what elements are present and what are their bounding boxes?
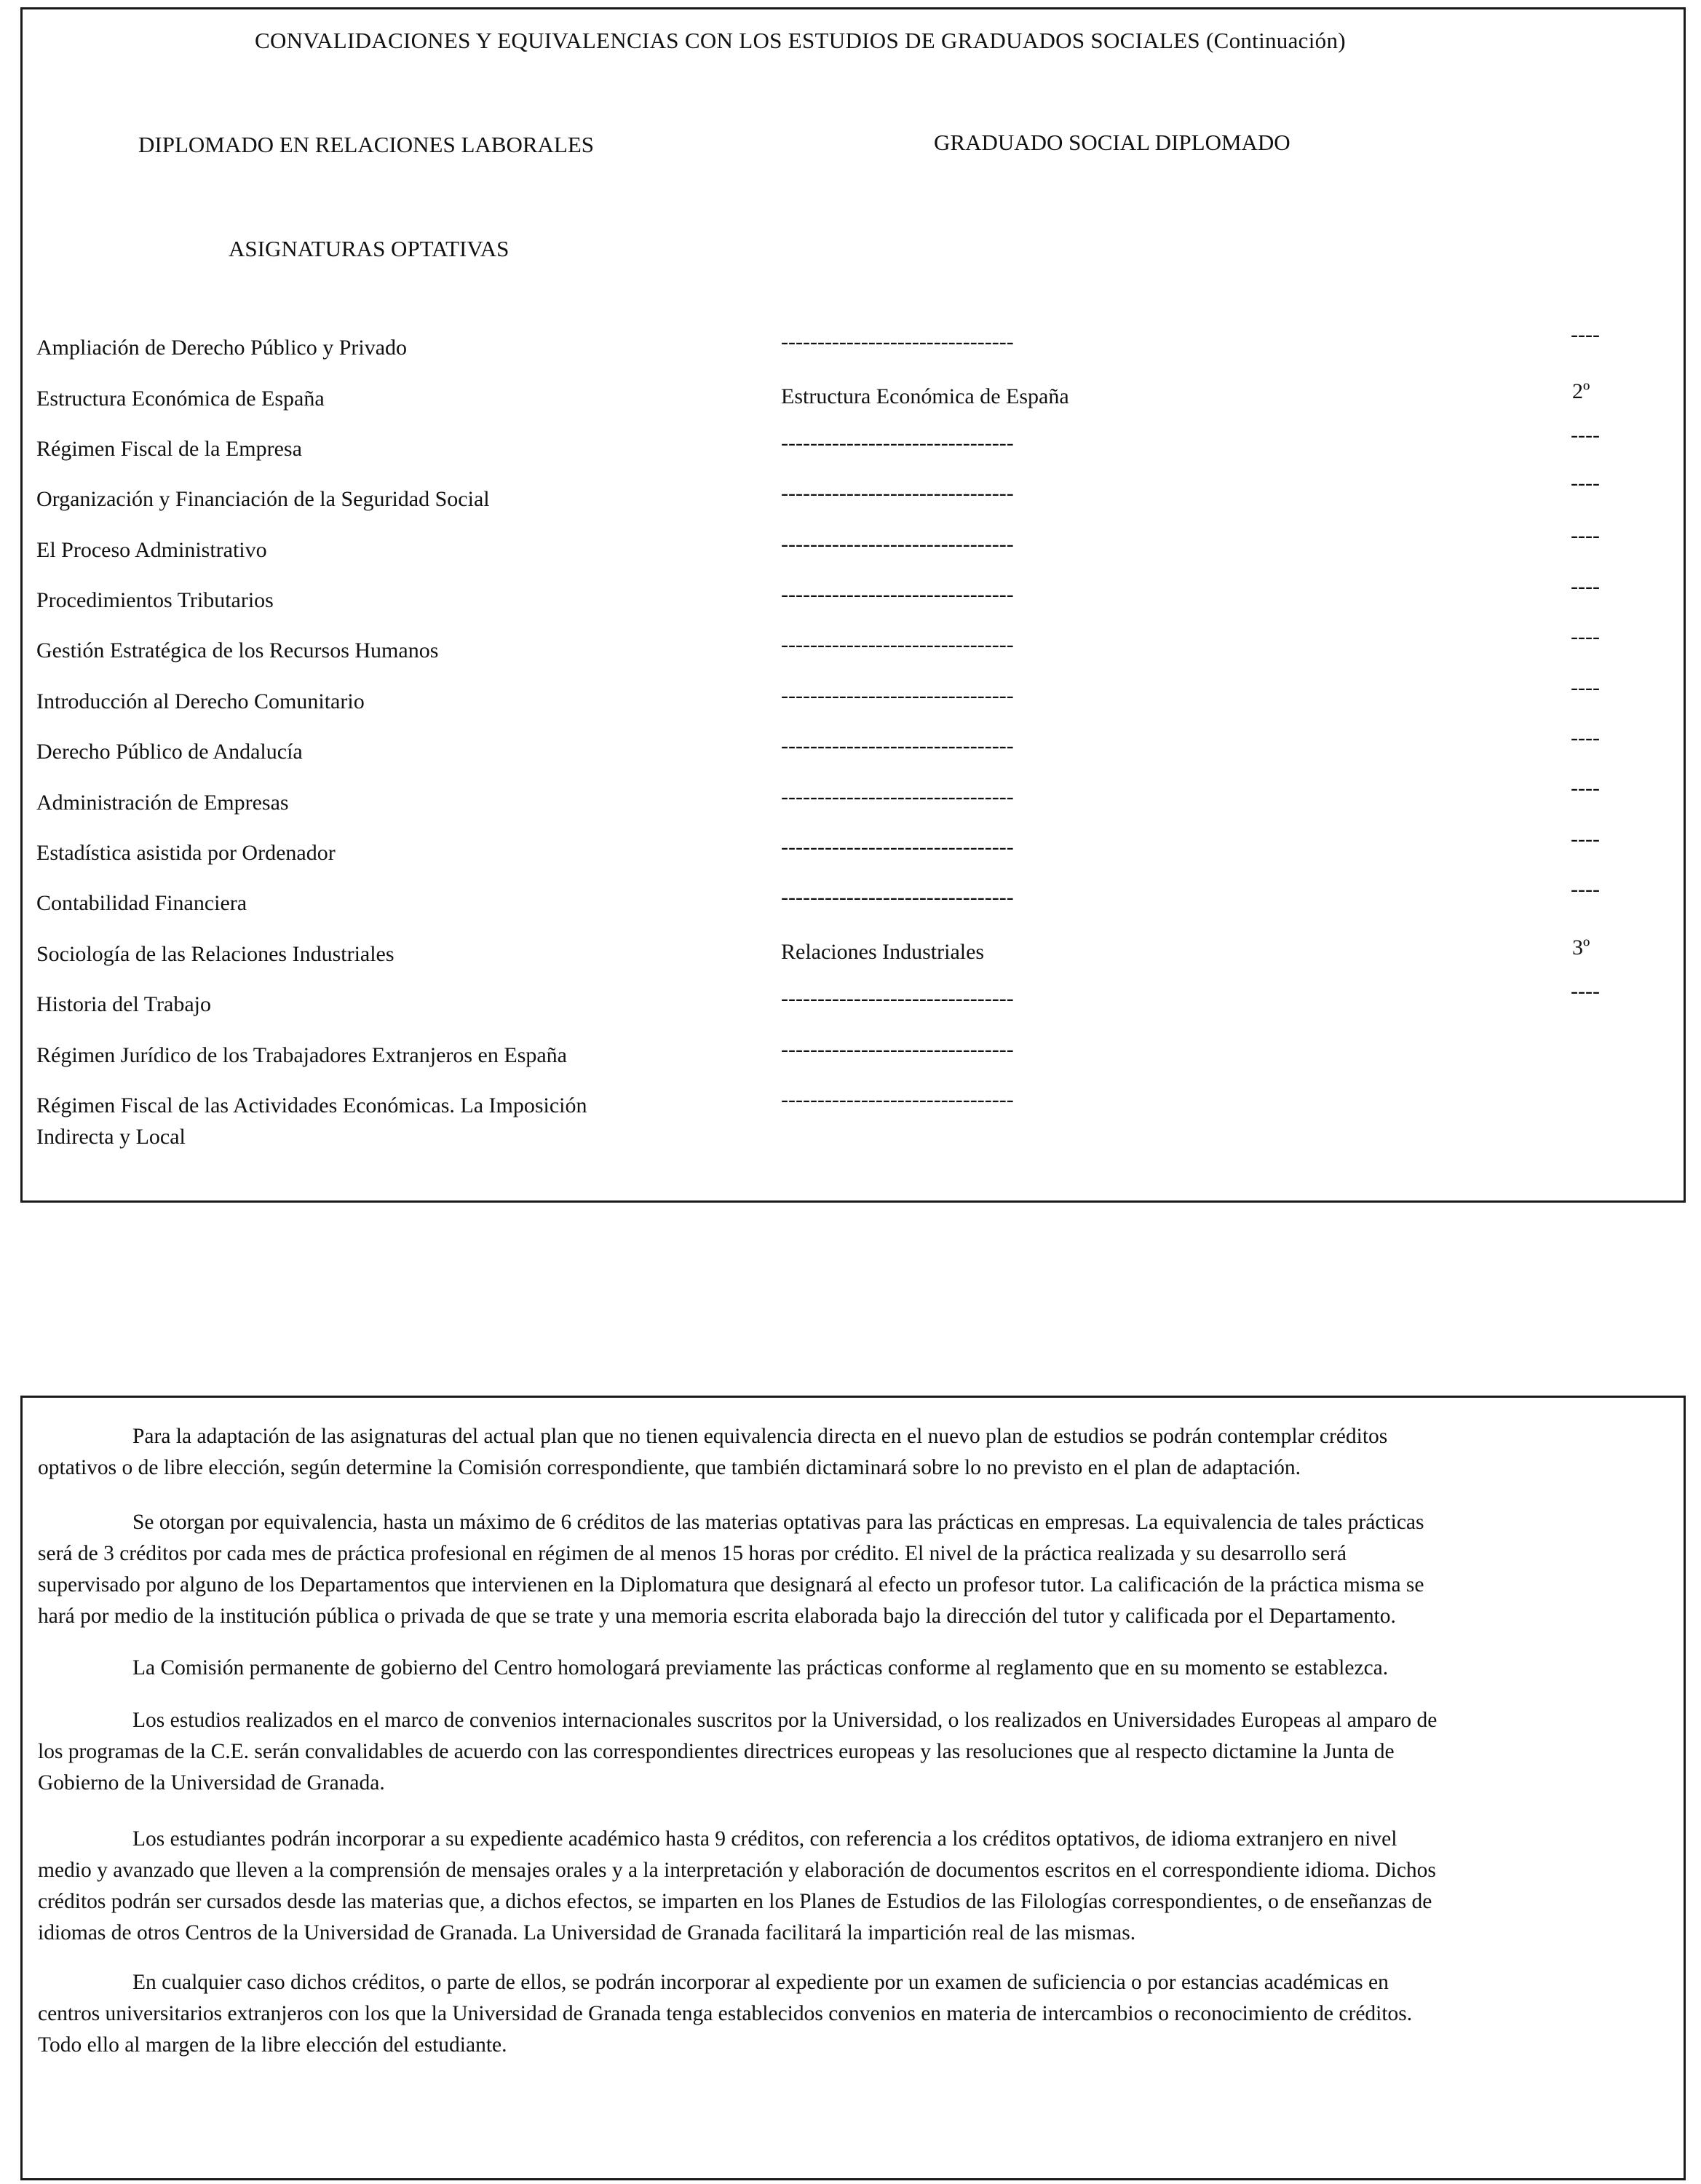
document-title: CONVALIDACIONES Y EQUIVALENCIAS CON LOS ESTUDIOS DE GRADUADOS SOCIALES (Continuación)	[255, 28, 1346, 53]
subject-right: --------------------------------	[781, 785, 1014, 809]
section-heading: ASIGNATURAS OPTATIVAS	[229, 236, 509, 261]
subject-course: ----	[1571, 877, 1600, 901]
line-text: Los estudios realizados en el marco de convenios internacionales suscritos por la Universidad, o los realizados en Universidades Europeas al amparo de	[132, 1709, 1438, 1732]
subject-left: Administración de Empresas	[36, 791, 289, 815]
subject-course: ----	[1571, 726, 1600, 750]
subject-course: ----	[1571, 471, 1600, 495]
line-text: idiomas de otros Centros de la Universidad de Granada. La Universidad de Granada facilitará la impartición real de las mismas.	[38, 1921, 1136, 1944]
subject-course: ----	[1571, 979, 1600, 1003]
subject-left: Derecho Público de Andalucía	[36, 740, 303, 764]
subject-course: ----	[1571, 423, 1600, 447]
line-text: será de 3 créditos por cada mes de práctica profesional en régimen de al menos 15 horas por crédito. El nivel de la práctica realizada y su desarrollo será	[38, 1542, 1347, 1565]
line-text: Los estudiantes podrán incorporar a su expediente académico hasta 9 créditos, con referencia a los créditos optativos, de idioma extranjero en nivel	[132, 1827, 1397, 1851]
paragraph-line	[38, 1967, 1643, 1998]
subject-course: 2º	[1572, 379, 1590, 403]
left-column-heading: DIPLOMADO EN RELACIONES LABORALES	[138, 132, 595, 157]
subject-right: --------------------------------	[781, 1088, 1014, 1112]
paragraph-line	[38, 1855, 1643, 1886]
notes-paragraph	[38, 1507, 1643, 1632]
subject-left: Sociología de las Relaciones Industriales	[36, 942, 394, 966]
notes-paragraph	[38, 1824, 1643, 1949]
paragraph-line	[38, 1601, 1643, 1632]
paragraph-line	[38, 1918, 1643, 1949]
subject-left: Estructura Económica de España	[36, 387, 325, 411]
paragraph-line	[38, 1507, 1643, 1538]
subject-right: --------------------------------	[781, 431, 1014, 455]
line-text: La Comisión permanente de gobierno del Centro homologará previamente las prácticas conforme al reglamento que en su momento se establezca.	[132, 1656, 1389, 1679]
subject-right: --------------------------------	[781, 684, 1014, 708]
subject-left: Estadística asistida por Ordenador	[36, 841, 336, 865]
subject-right: --------------------------------	[781, 532, 1014, 556]
subject-right: --------------------------------	[781, 734, 1014, 758]
subject-course: ----	[1571, 574, 1600, 598]
paragraph-line	[38, 1452, 1643, 1484]
line-text: los programas de la C.E. serán convalidables de acuerdo con las correspondientes directrices europeas y las resoluciones que al respecto dictamine la Junta de	[38, 1740, 1395, 1763]
subject-right: --------------------------------	[781, 885, 1014, 909]
subject-right: Estructura Económica de España	[781, 384, 1069, 408]
line-text: Todo ello al margen de la libre elección del estudiante.	[38, 2033, 507, 2057]
paragraph-line	[38, 1538, 1643, 1570]
paragraph-line	[38, 1570, 1643, 1601]
paragraph-line	[38, 2030, 1643, 2061]
subject-right: --------------------------------	[781, 633, 1014, 657]
line-text: supervisado por alguno de los Departamentos que intervienen en la Diplomatura que designará al efecto un profesor tutor. La calificación de la práctica misma se	[38, 1573, 1424, 1597]
paragraph-line	[38, 1736, 1643, 1768]
subject-course: ----	[1571, 625, 1600, 649]
subject-course: ----	[1571, 776, 1600, 800]
paragraph-line	[38, 1421, 1643, 1452]
line-text: Para la adaptación de las asignaturas del actual plan que no tienen equivalencia directa en el nuevo plan de estudios se podrán contemplar créditos	[132, 1425, 1388, 1448]
subject-left: Organización y Financiación de la Seguridad Social	[36, 487, 490, 511]
notes-paragraph	[38, 1421, 1643, 1484]
paragraph-line	[38, 1886, 1643, 1918]
subject-left: Régimen Fiscal de las Actividades Económicas. La Imposición	[36, 1093, 587, 1117]
notes-paragraph	[38, 1967, 1643, 2061]
subject-left: Introducción al Derecho Comunitario	[36, 689, 365, 713]
subject-course: ----	[1571, 323, 1600, 347]
subject-right: Relaciones Industriales	[781, 940, 985, 964]
subject-course: ----	[1571, 676, 1600, 700]
line-text: Gobierno de la Universidad de Granada.	[38, 1771, 385, 1795]
notes-paragraph	[38, 1705, 1643, 1799]
subject-left: Régimen Jurídico de los Trabajadores Extranjeros en España	[36, 1043, 567, 1067]
subject-right: --------------------------------	[781, 582, 1014, 606]
line-text: optativos o de libre elección, según determine la Comisión correspondiente, que también dictaminará sobre lo no previsto en el plan de adaptación.	[38, 1456, 1301, 1479]
subject-right: --------------------------------	[781, 1037, 1014, 1061]
subject-left: El Proceso Administrativo	[36, 538, 267, 562]
line-text: centros universitarios extranjeros con los que la Universidad de Granada tenga establecidos convenios en materia de intercambios o reconocimiento de créditos.	[38, 2002, 1413, 2025]
paragraph-line	[38, 1998, 1643, 2030]
subject-left: Régimen Fiscal de la Empresa	[36, 437, 302, 461]
subject-left: Ampliación de Derecho Público y Privado	[36, 336, 408, 360]
notes-paragraph	[38, 1653, 1643, 1684]
right-column-heading: GRADUADO SOCIAL DIPLOMADO	[934, 130, 1290, 155]
subject-right: --------------------------------	[781, 835, 1014, 859]
line-text: En cualquier caso dichos créditos, o parte de ellos, se podrán incorporar al expediente por un examen de suficiencia o por estancias académicas en	[132, 1971, 1389, 1994]
subject-left: Procedimientos Tributarios	[36, 588, 274, 612]
paragraph-line	[38, 1768, 1643, 1799]
subject-left: Gestión Estratégica de los Recursos Humanos	[36, 638, 439, 662]
subject-right: --------------------------------	[781, 481, 1014, 505]
subject-right: --------------------------------	[781, 986, 1014, 1010]
line-text: hará por medio de la institución pública o privada de que se trate y una memoria escrita elaborada bajo la dirección del tutor y calificada por el Departamento.	[38, 1605, 1396, 1628]
line-text: medio y avanzado que lleven a la comprensión de mensajes orales y a la interpretación y elaboración de documentos escritos en el correspondiente idioma. Dichos	[38, 1859, 1436, 1882]
subject-course: 3º	[1572, 935, 1590, 960]
subject-course: ----	[1571, 523, 1600, 547]
subject-course: ----	[1571, 827, 1600, 851]
paragraph-line	[38, 1705, 1643, 1736]
paragraph-line	[38, 1653, 1643, 1684]
subject-left-continuation: Indirecta y Local	[36, 1125, 186, 1149]
subject-left: Historia del Trabajo	[36, 992, 211, 1016]
line-text: créditos podrán ser cursados desde las materias que, a dichos efectos, se imparten en los Planes de Estudios de las Filologías correspondientes, o de enseñanzas de	[38, 1890, 1432, 1913]
subject-right: --------------------------------	[781, 330, 1014, 354]
paragraph-line	[38, 1824, 1643, 1855]
subject-left: Contabilidad Financiera	[36, 891, 247, 915]
line-text: Se otorgan por equivalencia, hasta un máximo de 6 créditos de las materias optativas para las prácticas en empresas. La equivalencia de tales prácticas	[132, 1511, 1424, 1534]
